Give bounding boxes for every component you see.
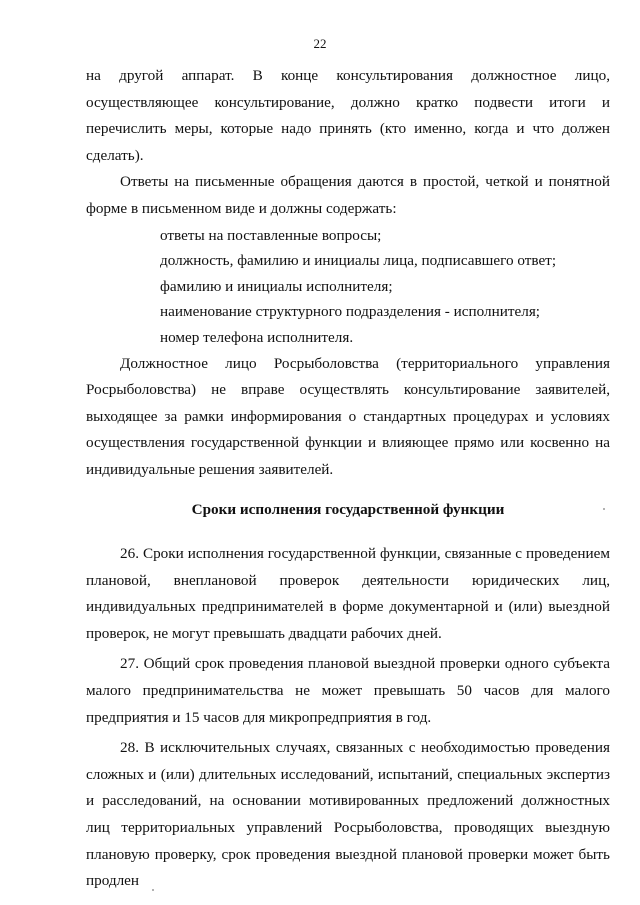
list-item: должность, фамилию и инициалы лица, подписавшего ответ; [160, 252, 557, 270]
list-item: фамилию и инициалы исполнителя; [160, 277, 393, 295]
answer-requirements-list [86, 223, 610, 351]
paragraph-written-answers: Ответы на письменные обращения даются в простой, четкой и понятной форме в письменном виде и должны содержать: [86, 173, 610, 217]
document-body [86, 63, 610, 895]
paragraph-consultation-end: на другой аппарат. В конце консультирования должностное лицо, осуществляющее консультирование, должно кратко подвести итоги и перечислить меры, которые надо принять (кто именно, когда и что должен сделать). [86, 67, 610, 164]
section-heading: Сроки исполнения государственной функции [191, 500, 505, 518]
scan-speck [152, 889, 154, 891]
paragraph-official-restrictions: Должностное лицо Росрыболовства (территориального управления Росрыболовства) не вправе осуществлять консультирование заявителей, выходящее за рамки информирования о стандартных процедурах и условиях осуществления государственной функции и влияющее прямо или косвенно на индивидуальные решения заявителей. [86, 354, 610, 478]
scan-speck [603, 508, 605, 510]
paragraph-28: 28. В исключительных случаях, связанных с необходимостью проведения сложных и (или) длительных исследований, испытаний, специальных экспертиз и расследований, на основании мотивированных предложений должностных лиц территориальных управлений Росрыболовства, проводящих выездную плановую проверку, срок проведения выездной плановой проверки может быть продлен [86, 739, 610, 890]
paragraph-27: 27. Общий срок проведения плановой выездной проверки одного субъекта малого предпринимательства не может превышать 50 часов для малого предприятия и 15 часов для микропредприятия в год. [86, 655, 610, 726]
page-number: 22 [313, 36, 327, 51]
list-item: ответы на поставленные вопросы; [160, 226, 382, 244]
list-item: номер телефона исполнителя. [160, 328, 354, 346]
paragraph-26: 26. Сроки исполнения государственной функции, связанные с проведением плановой, внеплановой проверок деятельности юридических лиц, индивидуальных предпринимателей в форме документарной и (или) выездной проверок, не могут превышать двадцати рабочих дней. [86, 545, 610, 642]
list-item: наименование структурного подразделения - исполнителя; [160, 303, 541, 321]
